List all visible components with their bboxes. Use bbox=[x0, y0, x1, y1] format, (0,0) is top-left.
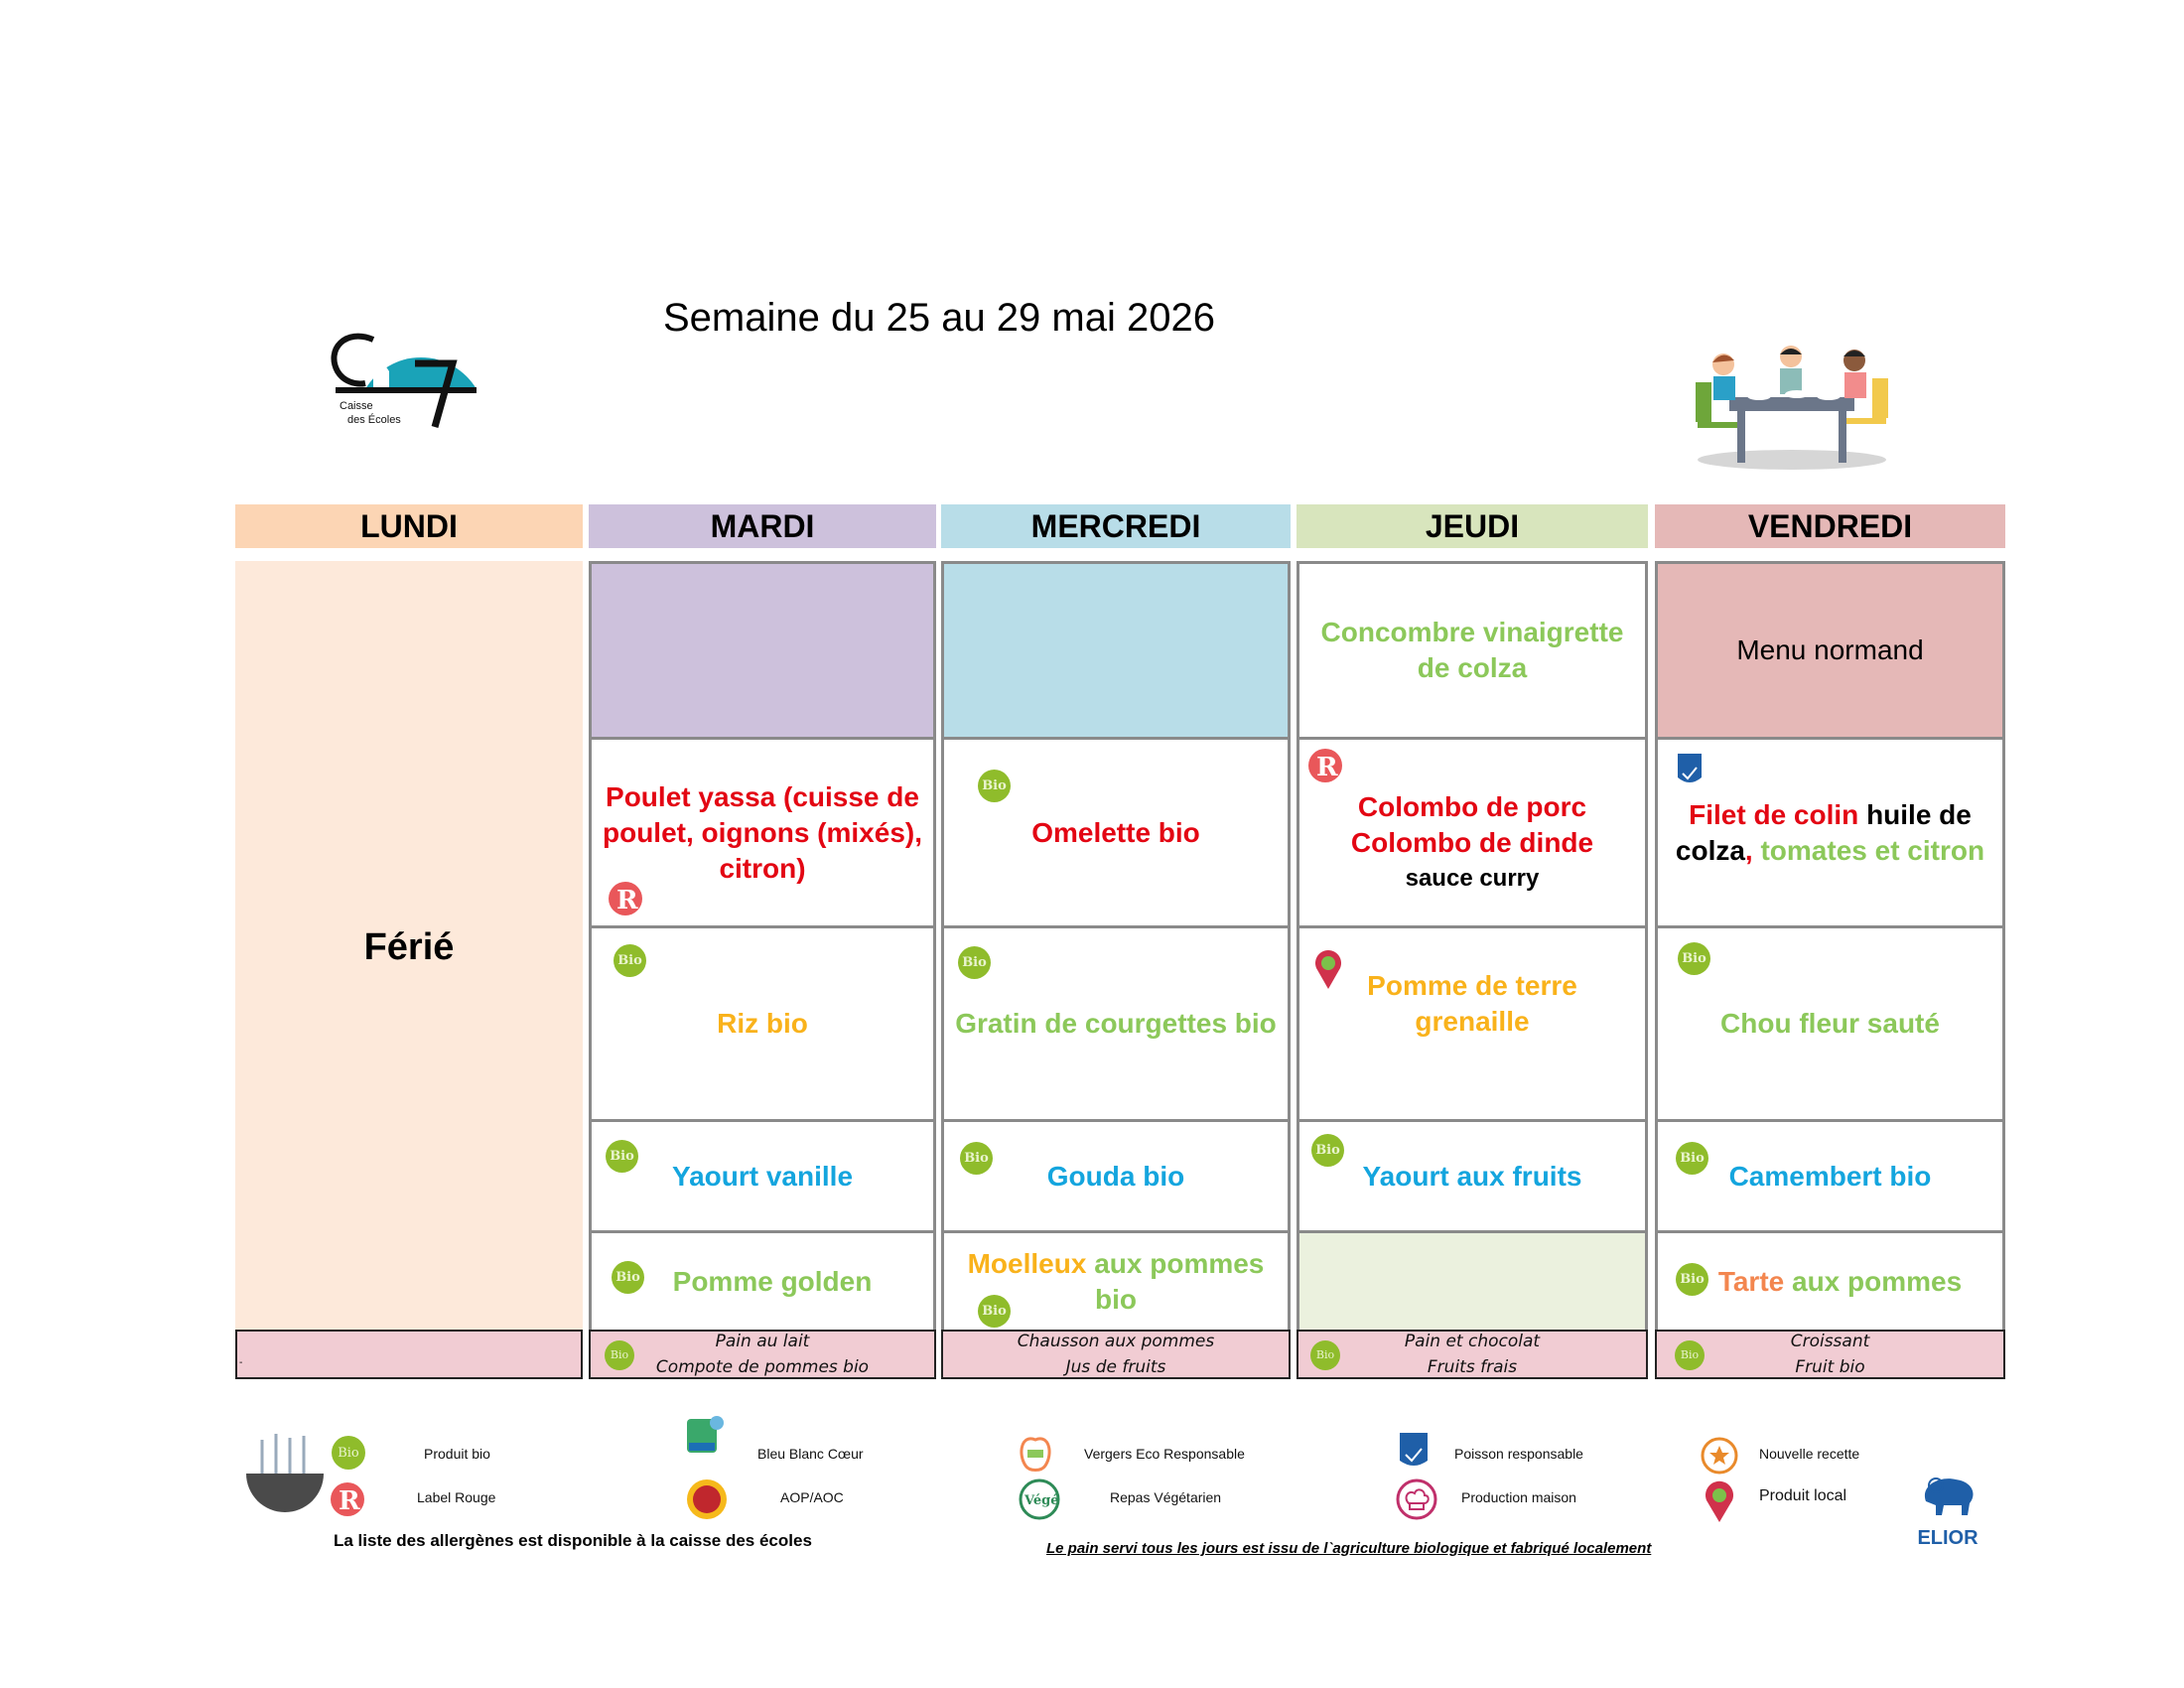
vendredi-dessert-cell bbox=[1655, 1230, 2005, 1333]
bio-icon: Bio bbox=[614, 944, 646, 977]
lundi-ferie-cell bbox=[235, 561, 583, 1330]
allergens-note: La liste des allergènes est disponible à la caisse des écoles bbox=[334, 1531, 812, 1550]
chef-hat-icon bbox=[1395, 1477, 1438, 1526]
bio-icon: Bio bbox=[612, 1261, 644, 1294]
vendredi-side-cell bbox=[1655, 925, 2005, 1122]
vergers-eco-icon bbox=[1018, 1432, 1053, 1478]
elior-logo bbox=[1916, 1472, 1979, 1549]
vendredi-starter-cell bbox=[1655, 561, 2005, 740]
svg-text:R: R bbox=[616, 886, 638, 915]
bio-icon: Bio bbox=[1676, 1142, 1708, 1175]
legend-label: Vergers Eco Responsable bbox=[1084, 1446, 1245, 1462]
mardi-snack-cell bbox=[589, 1330, 936, 1379]
vendredi-snack-cell bbox=[1655, 1330, 2005, 1379]
header-mardi: MARDI bbox=[589, 504, 936, 548]
poisson-responsable-icon bbox=[1678, 754, 1702, 794]
vendredi-main-part4: tomates et citron bbox=[1760, 834, 1985, 866]
page-title: Semaine du 25 au 29 mai 2026 bbox=[663, 296, 1215, 340]
vendredi-main-part1: Filet de colin bbox=[1689, 798, 1859, 830]
poisson-responsable-legend-icon bbox=[1400, 1433, 1428, 1474]
bleu-blanc-coeur-icon bbox=[685, 1415, 725, 1460]
legend-label: Repas Végétarien bbox=[1110, 1489, 1222, 1505]
bio-icon: Bio bbox=[978, 770, 1011, 802]
mercredi-dessert-part1: Moelleux bbox=[967, 1247, 1087, 1279]
legend-label: AOP/AOC bbox=[780, 1489, 844, 1505]
vendredi-dairy-cell bbox=[1655, 1119, 2005, 1233]
elior-wordmark: ELIOR bbox=[1917, 1527, 1979, 1549]
vendredi-main-part3: , bbox=[1744, 834, 1753, 866]
location-pin-legend-icon bbox=[1704, 1479, 1735, 1528]
svg-text:R: R bbox=[339, 1486, 360, 1516]
legend-label: Bleu Blanc Cœur bbox=[757, 1446, 864, 1462]
jeudi-main-line2: Colombo de dinde bbox=[1350, 826, 1594, 858]
header-mercredi: MERCREDI bbox=[941, 504, 1291, 548]
svg-text:des Écoles: des Écoles bbox=[347, 414, 401, 426]
bread-note: Le pain servi tous les jours est issu de l`agriculture biologique et fabriqué localement bbox=[1046, 1540, 1652, 1557]
jeudi-dessert-cell bbox=[1297, 1230, 1648, 1333]
vendredi-main-cell bbox=[1655, 737, 2005, 928]
vendredi-side-dish: Chou fleur sauté bbox=[1720, 1008, 1940, 1039]
snack-line: Pain au lait bbox=[715, 1332, 810, 1351]
mercredi-main-cell bbox=[941, 737, 1291, 928]
ferie-label: Férié bbox=[363, 926, 455, 968]
jeudi-dairy: Yaourt aux fruits bbox=[1362, 1160, 1582, 1192]
mercredi-dairy-cell bbox=[941, 1119, 1291, 1233]
snack-line: Pain et chocolat bbox=[1404, 1332, 1541, 1351]
legend-label: Poisson responsable bbox=[1454, 1446, 1583, 1462]
mardi-main-cell bbox=[589, 737, 936, 928]
children-eating-illustration bbox=[1678, 343, 1906, 472]
jeudi-starter-cell bbox=[1297, 561, 1648, 740]
bio-icon: Bio bbox=[960, 1142, 993, 1175]
legend-label: Label Rouge bbox=[417, 1489, 496, 1505]
mardi-dessert: Pomme golden bbox=[672, 1265, 873, 1297]
nouvelle-recette-star-icon bbox=[1700, 1436, 1739, 1480]
snack-line: Croissant bbox=[1790, 1332, 1870, 1351]
snack-line: Fruit bio bbox=[1795, 1357, 1865, 1377]
legend-bio-icon: Bio bbox=[332, 1436, 365, 1470]
location-pin-icon bbox=[1313, 948, 1343, 999]
jeudi-starter: Concombre vinaigrette de colza bbox=[1320, 617, 1624, 683]
bio-icon: Bio bbox=[1311, 1134, 1344, 1167]
header-lundi: LUNDI bbox=[235, 504, 583, 548]
bio-icon: Bio bbox=[1310, 1340, 1340, 1370]
snack-line: Jus de fruits bbox=[1065, 1357, 1166, 1377]
vendredi-dessert-part2: aux pommes bbox=[1792, 1265, 1963, 1297]
svg-text:Végé: Végé bbox=[1024, 1493, 1059, 1508]
caisse-des-ecoles-logo bbox=[326, 310, 484, 434]
bio-icon: Bio bbox=[1678, 942, 1710, 975]
jeudi-main-line3: sauce curry bbox=[1405, 864, 1540, 892]
svg-text:Caisse: Caisse bbox=[340, 400, 373, 412]
mercredi-side-dish: Gratin de courgettes bio bbox=[955, 1008, 1277, 1039]
aop-aoc-icon bbox=[685, 1477, 729, 1526]
mardi-side-dish: Riz bio bbox=[717, 1008, 808, 1039]
bio-icon: Bio bbox=[606, 1140, 638, 1173]
lundi-snack-dash: - bbox=[239, 1357, 243, 1368]
mardi-main-dish: Poulet yassa (cuisse de poulet, oignons (mixés), citron) bbox=[602, 780, 922, 884]
jeudi-side-cell bbox=[1297, 925, 1648, 1122]
mercredi-dessert-cell bbox=[941, 1230, 1291, 1333]
snack-line: Chausson aux pommes bbox=[1017, 1332, 1215, 1351]
bio-icon: Bio bbox=[958, 946, 991, 979]
lundi-snack-cell bbox=[235, 1330, 583, 1379]
bio-icon: Bio bbox=[978, 1295, 1011, 1328]
legend-label-rouge-icon bbox=[326, 1479, 369, 1524]
legend-label: Produit bio bbox=[424, 1446, 490, 1462]
bio-icon: Bio bbox=[1676, 1263, 1708, 1296]
vendredi-dairy: Camembert bio bbox=[1728, 1160, 1932, 1192]
legend-label: Produit local bbox=[1759, 1487, 1847, 1504]
mardi-dairy: Yaourt vanille bbox=[671, 1160, 854, 1192]
mercredi-side-cell bbox=[941, 925, 1291, 1122]
svg-text:R: R bbox=[1316, 753, 1338, 782]
mercredi-starter-cell bbox=[941, 561, 1291, 740]
label-rouge-icon bbox=[604, 879, 647, 918]
legend-label: Production maison bbox=[1461, 1489, 1576, 1505]
header-vendredi: VENDREDI bbox=[1655, 504, 2005, 548]
header-jeudi: JEUDI bbox=[1297, 504, 1648, 548]
mercredi-main-dish: Omelette bio bbox=[1031, 816, 1200, 848]
jeudi-snack-cell bbox=[1297, 1330, 1648, 1379]
snack-line: Compote de pommes bio bbox=[655, 1357, 870, 1377]
mardi-dessert-cell bbox=[589, 1230, 936, 1333]
vege-icon bbox=[1018, 1477, 1061, 1526]
jeudi-main-cell bbox=[1297, 737, 1648, 928]
jeudi-dairy-cell bbox=[1297, 1119, 1648, 1233]
vendredi-starter: Menu normand bbox=[1736, 634, 1924, 665]
mardi-side-cell bbox=[589, 925, 936, 1122]
mardi-starter-cell bbox=[589, 561, 936, 740]
bio-icon: Bio bbox=[1675, 1340, 1705, 1370]
vendredi-main-part2: huile de colza bbox=[1675, 798, 1972, 866]
snack-line: Fruits frais bbox=[1427, 1357, 1518, 1377]
mardi-dairy-cell bbox=[589, 1119, 936, 1233]
jeudi-side-dish: Pomme de terre grenaille bbox=[1367, 970, 1577, 1037]
mercredi-snack-cell bbox=[941, 1330, 1291, 1379]
des-idees-plein-assiette-badge bbox=[242, 1430, 328, 1515]
vendredi-dessert-part1: Tarte bbox=[1717, 1265, 1785, 1297]
bio-icon: Bio bbox=[605, 1340, 634, 1370]
mercredi-dairy: Gouda bio bbox=[1046, 1160, 1185, 1192]
legend-label: Nouvelle recette bbox=[1759, 1446, 1860, 1462]
jeudi-main-line1: Colombo de porc bbox=[1357, 790, 1587, 822]
mercredi-dessert-part2: aux pommes bio bbox=[1094, 1247, 1265, 1315]
label-rouge-icon bbox=[1303, 746, 1347, 785]
